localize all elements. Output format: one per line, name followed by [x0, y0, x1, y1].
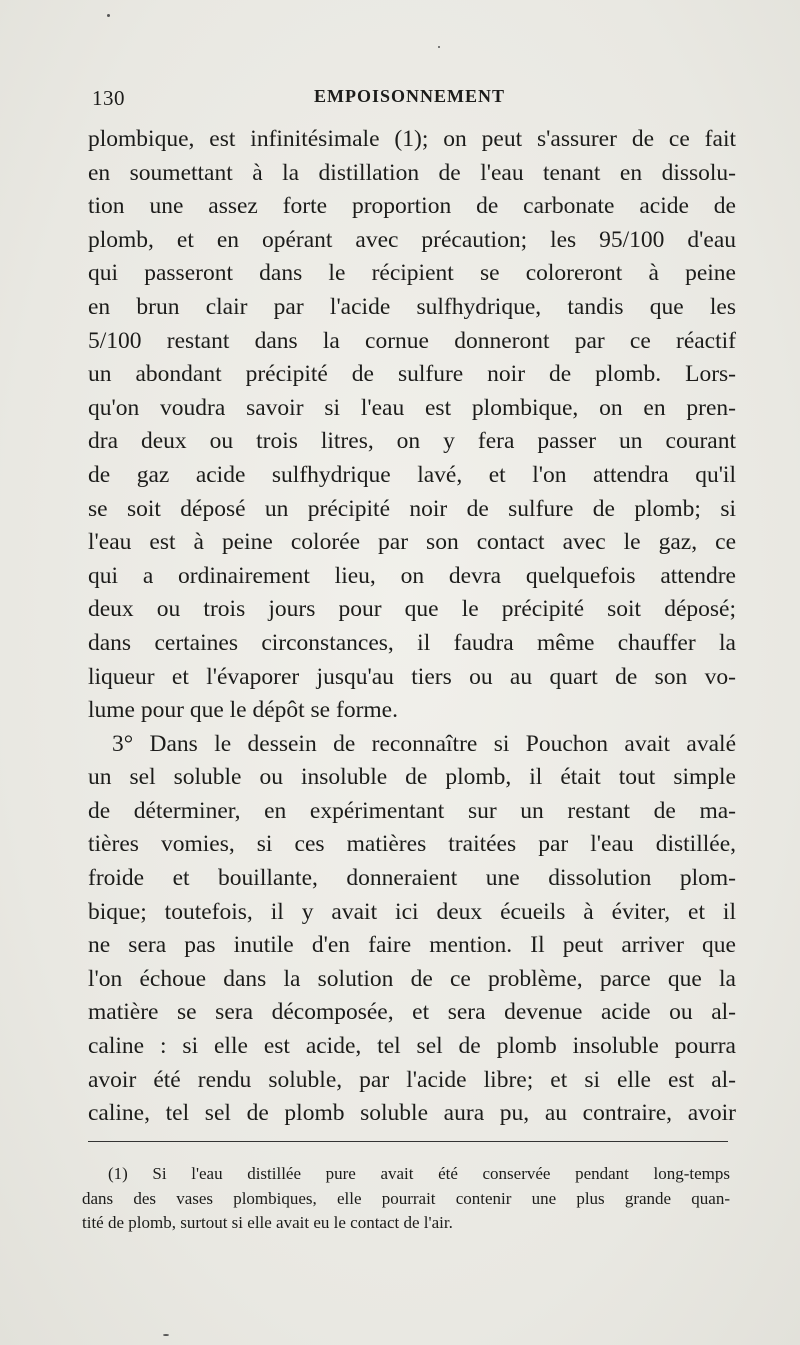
text-line: dra deux ou trois litres, on y fera passer un courant: [88, 428, 736, 455]
text-line: l'on échoue dans la solution de ce problème, parce que la: [88, 965, 736, 992]
paper-speck: [438, 46, 440, 48]
text-line: un abondant précipité de sulfure noir de plomb. Lors-: [88, 361, 736, 388]
text-line: qu'on voudra savoir si l'eau est plombique, on en pren-: [88, 394, 736, 421]
text-line: qui a ordinairement lieu, on devra quelquefois attendre: [88, 562, 736, 589]
page-number: 130: [92, 86, 125, 110]
text-line: ne sera pas inutile d'en faire mention. Il peut arriver que: [88, 932, 736, 959]
text-line: de gaz acide sulfhydrique lavé, et l'on attendra qu'il: [88, 461, 736, 488]
paper-speck: [107, 14, 110, 17]
text-line: caline, tel sel de plomb soluble aura pu, au contraire, avoir: [88, 1100, 736, 1127]
footnote-line: tité de plomb, surtout si elle avait eu le contact de l'air.: [82, 1213, 453, 1232]
footnote-divider: [88, 1141, 728, 1142]
text-line: avoir été rendu soluble, par l'acide libre; et si elle est al-: [88, 1066, 736, 1093]
text-line: se soit déposé un précipité noir de sulfure de plomb; si: [88, 495, 736, 522]
text-line: 5/100 restant dans la cornue donneront par ce réactif: [88, 327, 736, 354]
text-line: froide et bouillante, donneraient une dissolution plom-: [88, 865, 736, 892]
text-line: bique; toutefois, il y avait ici deux écueils à éviter, et il: [88, 898, 736, 925]
footnote-line: (1) Si l'eau distillée pure avait été conservée pendant long-temps: [108, 1164, 730, 1183]
text-line: tion une assez forte proportion de carbonate acide de: [88, 193, 736, 220]
text-line-paragraph-start: 3° Dans le dessein de reconnaître si Pouchon avait avalé: [112, 730, 736, 757]
text-line: liqueur et l'évaporer jusqu'au tiers ou au quart de son vo-: [88, 663, 736, 690]
text-line: en brun clair par l'acide sulfhydrique, tandis que les: [88, 293, 736, 320]
text-line: plombique, est infinitésimale (1); on peut s'assurer de ce fait: [88, 126, 736, 152]
running-title: EMPOISONNEMENT: [314, 86, 506, 106]
running-head: [92, 86, 732, 112]
paper-speck: [163, 1334, 169, 1336]
text-line: de déterminer, en expérimentant sur un restant de ma-: [88, 797, 736, 824]
text-line: dans certaines circonstances, il faudra même chauffer la: [88, 629, 736, 656]
body-text: [88, 123, 736, 1131]
text-line: un sel soluble ou insoluble de plomb, il était tout simple: [88, 764, 736, 791]
footnote: [82, 1162, 730, 1236]
text-line: tières vomies, si ces matières traitées par l'eau distillée,: [88, 831, 736, 858]
text-line: plomb, et en opérant avec précaution; les 95/100 d'eau: [88, 226, 736, 253]
text-line: caline : si elle est acide, tel sel de plomb insoluble pourra: [88, 1033, 736, 1060]
text-line: l'eau est à peine colorée par son contact avec le gaz, ce: [88, 529, 736, 556]
text-line: en soumettant à la distillation de l'eau tenant en dissolu-: [88, 159, 736, 186]
text-line: deux ou trois jours pour que le précipité soit déposé;: [88, 596, 736, 623]
text-line: qui passeront dans le récipient se coloreront à peine: [88, 260, 736, 287]
text-line-paragraph-end: lume pour que le dépôt se forme.: [88, 697, 398, 724]
footnote-line: dans des vases plombiques, elle pourrait contenir une plus grande quan-: [82, 1188, 730, 1208]
text-line: matière se sera décomposée, et sera devenue acide ou al-: [88, 999, 736, 1026]
